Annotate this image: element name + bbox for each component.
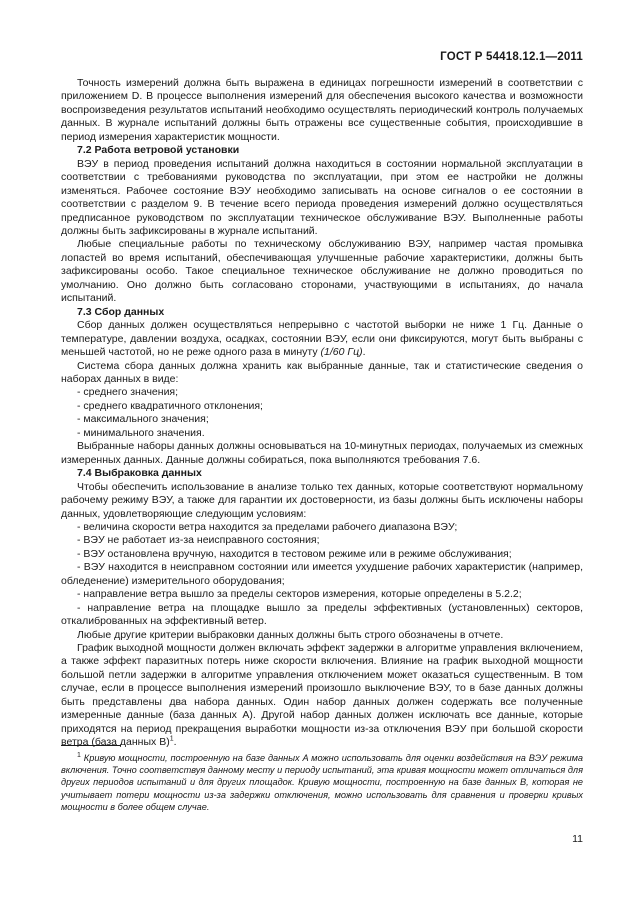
main-text [61,77,583,750]
list-item: - ВЭУ остановлена вручную, находится в тестовом режиме или в режиме обслуживания; [77,547,512,560]
list-item: - минимального значения. [77,426,205,439]
section-heading-7-3: 7.3 Сбор данных [77,305,165,318]
list-item: - максимального значения; [77,413,209,426]
paragraph-accuracy: Точность измерений должна быть выражена в единицах погрешности измерений в соответствии с приложением D. В процессе выполнения измерений для обеспечения высокого качества и возможности воспроизведения результатов испытаний необходимо осуществлять периодический контроль получаемых данных. В журнале испытаний должны быть отражены все существенные события, происходившие в период измерения характеристик мощности. [61,77,583,143]
list-item: - ВЭУ не работает из-за неисправного состояния; [77,534,320,547]
paragraph-power-curve [61,642,583,750]
document-header: ГОСТ Р 54418.12.1—2011 [440,51,583,63]
power-curve-end: . [173,736,177,749]
sampling-text: Сбор данных должен осуществляться непрерывно с частотой выборки не ниже 1 Гц. Данные о температуре, давлении воздуха, осадках, состоянии ВЭУ, если они фиксируются, могут быть выбраны с меньшей частотой, но не реже одного раза в минуту [61,319,583,359]
list-item: - среднего квадратичного отклонения; [77,399,263,412]
footnote-marker: 1 [77,751,81,759]
section-heading-7-4: 7.4 Выбраковка данных [77,467,202,480]
page-number: 11 [572,833,583,845]
sampling-frequency: (1/60 Гц) [320,346,363,359]
footnote-text: Кривую мощности, построенную на базе данных A можно использовать для оценки воздействия на ВЭУ режима включения. Точно соответствуя данному месту и периоду испытаний, эта кривая мощности может отличаться для других периодов испытаний и для других площадок. Кривую мощности, построенную на базе данных B, которая не учитывает потери мощности из-за задержки отключения, можно использовать для сравнения и проверки кривых мощности в более общем случае. [61,753,583,812]
sampling-end: . [362,346,366,359]
paragraph-sampling [61,319,583,359]
list-item: - величина скорости ветра находится за пределами рабочего диапазона ВЭУ; [77,520,458,533]
footnote-divider [61,745,121,746]
list-item: - направление ветра на площадке вышло за пределы эффективных (установленных) секторов, откалиброванных на эффективный ветер. [61,601,583,628]
list-item: - ВЭУ находится в неисправном состоянии или имеется ухудшение рабочих характеристик (например, обледенение) измерительного оборудования; [61,561,583,587]
paragraph-other-criteria: Любые другие критерии выбраковки данных должны быть строго обозначены в отчете. [77,628,504,641]
section-heading-7-2: 7.2 Работа ветровой установки [77,144,240,157]
paragraph-operation: ВЭУ в период проведения испытаний должна находиться в состоянии нормальной эксплуатации в соответствии с требованиями руководства по эксплуатации, при этом ее настройки не должны изменяться. Рабочее состояние ВЭУ необходимо записывать на основе сигналов о ее состоянии в соответствии с разделом 9. В течение всего периода проведения измерений должно осуществляться предписанное руководством по эксплуатации техническое обслуживание ВЭУ. Выполненные работы должны быть зафиксированы в журнале испытаний. [61,157,583,237]
footnote [61,752,583,813]
paragraph-rejection: Чтобы обеспечить использование в анализе только тех данных, которые соответствуют нормальному рабочему режиму ВЭУ, а также для гарантии их достоверности, из базы должны быть исключены наборы данных, удовлетворяющие следующим условиям: [61,480,583,520]
power-curve-text: График выходной мощности должен включать эффект задержки в алгоритме управления включением, а также эффект паразитных потерь ниже скорости включения. Влияние на график выходной мощности большой петли задержки в алгоритме управления отключением может оказаться существенным. В том случае, если в процессе выполнения измерений произошло выключение ВЭУ, то в базе данных должны быть представлены два набора данных. Один набор данных должен содержать все полученные измеренные данные (база данных A). Другой набор данных должен исключать все данные, которые приходятся на период прекращения выработки мощности из-за отключения ВЭУ при большой скорости ветра (база данных B) [61,642,583,749]
list-item: - среднего значения; [77,386,179,399]
list-item: - направление ветра вышло за пределы секторов измерения, которые определены в 5.2.2; [77,588,522,601]
footnote-reference: 1 [169,735,174,743]
paragraph-storage: Система сбора данных должна хранить как выбранные данные, так и статистические сведения о наборах данных в виде: [61,359,583,385]
paragraph-maintenance: Любые специальные работы по техническому обслуживанию ВЭУ, например частая промывка лопастей во время испытаний, обеспечивающая улучшенные рабочие характеристики, должны быть зафиксированы особо. Такое специальное техническое обслуживание не должно проводиться по умолчанию. Оно должно быть согласовано сторонами, участвующими в испытаниях, до начала испытаний. [61,238,583,305]
paragraph-datasets: Выбранные наборы данных должны основываться на 10-минутных периодах, получаемых из смежных измеренных данных. Данные должны собираться, пока выполняются требования 7.6. [61,440,583,466]
footnote-paragraph [61,752,583,813]
